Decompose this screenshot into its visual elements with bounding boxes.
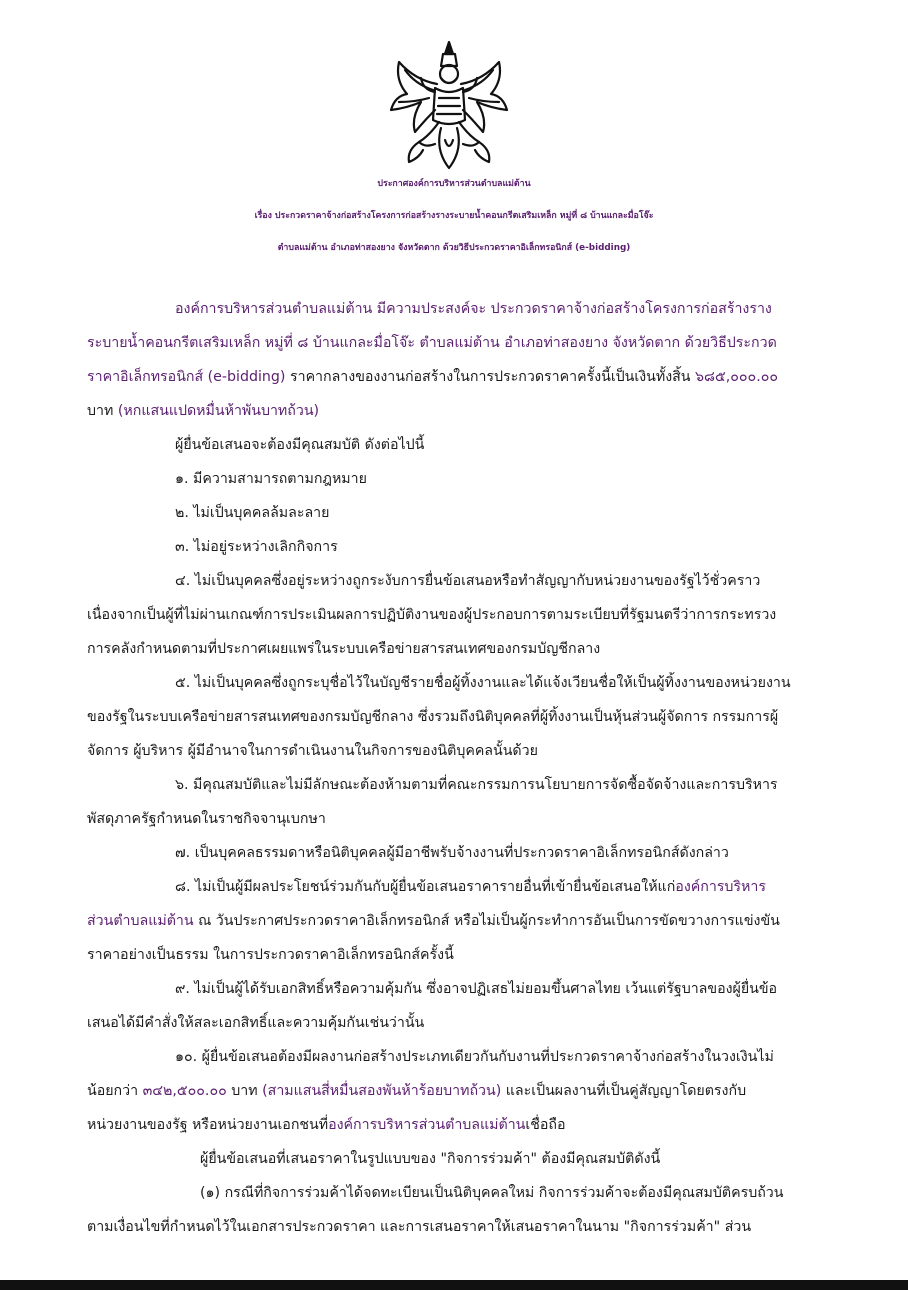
min-value-words: (สามแสนสี่หมื่นสองพันห้าร้อยบาทถ้วน) bbox=[262, 1083, 502, 1099]
qualification-item: ๑. มีความสามารถตามกฎหมาย bbox=[175, 471, 367, 487]
reference-price: ๖๘๕,๐๐๐.๐๐ bbox=[695, 369, 779, 385]
text-line: เนื่องจากเป็นผู้ที่ไม่ผ่านเกณฑ์การประเมินผลการปฏิบัติงานของผู้ประกอบการตามระเบียบที่รัฐมนตรีว่าการกระทรวง bbox=[87, 607, 777, 623]
text-line: การคลังกำหนดตามที่ประกาศเผยแพร่ในระบบเครือข่ายสารสนเทศของกรมบัญชีกลาง bbox=[87, 641, 601, 657]
announcement-subject: เรื่อง ประกวดราคาจ้างก่อสร้างโครงการก่อสร้างรางระบายน้ำคอนกรีตเสริมเหล็ก หมู่ที่ ๘ บ้านแกละมื่อโจ๊ะ bbox=[254, 211, 654, 221]
text-span: หน่วยงานของรัฐ หรือหน่วยงานเอกชนที่ bbox=[87, 1117, 329, 1133]
qualification-item: ๖. มีคุณสมบัติและไม่มีลักษณะต้องห้ามตามที่คณะกรรมการนโยบายการจัดซื้อจัดจ้างและการบริหาร bbox=[175, 777, 778, 793]
qualification-item: ๑๐. ผู้ยื่นข้อเสนอต้องมีผลงานก่อสร้างประเภทเดียวกันกับงานที่ประกวดราคาจ้างก่อสร้างในวงเงินไม่ bbox=[175, 1049, 774, 1065]
joint-venture-item: (๑) กรณีที่กิจการร่วมค้าได้จดทะเบียนเป็นนิติบุคคลใหม่ กิจการร่วมค้าจะต้องมีคุณสมบัติครบถ้วน bbox=[200, 1185, 784, 1201]
qualification-item: ๒. ไม่เป็นบุคคลล้มละลาย bbox=[175, 505, 330, 521]
text-span: บาท bbox=[87, 403, 118, 419]
text-line bbox=[87, 904, 780, 938]
reference-price-words: (หกแสนแปดหมื่นห้าพันบาทถ้วน) bbox=[117, 403, 320, 419]
qualification-item: ๙. ไม่เป็นผู้ได้รับเอกสิทธิ์หรือความคุ้มกัน ซึ่งอาจปฏิเสธไม่ยอมขึ้นศาลไทย เว้นแต่รัฐบาลของผู้ยื่นข้อ bbox=[175, 981, 778, 997]
text-span: บาท bbox=[226, 1083, 263, 1099]
garuda-emblem-icon bbox=[385, 40, 513, 172]
text-span: และเป็นผลงานที่เป็นคู่สัญญาโดยตรงกับ bbox=[501, 1083, 747, 1099]
text-line bbox=[87, 360, 778, 394]
org-name: องค์การบริหาร bbox=[675, 879, 766, 895]
text-line: เสนอได้มีคำสั่งให้สละเอกสิทธิ์และความคุ้มกันเช่นว่านั้น bbox=[87, 1015, 425, 1031]
qualification-item: ๕. ไม่เป็นบุคคลซึ่งถูกระบุชื่อไว้ในบัญชีรายชื่อผู้ทิ้งงานและได้แจ้งเวียนชื่อให้เป็นผู้ทิ้งงานของหน่วยงาน bbox=[175, 675, 791, 691]
text-span: เชื่อถือ bbox=[525, 1117, 566, 1133]
qualification-item: ๔. ไม่เป็นบุคคลซึ่งอยู่ระหว่างถูกระงับการยื่นข้อเสนอหรือทำสัญญากับหน่วยงานของรัฐไว้ชั่วคราว bbox=[175, 573, 761, 589]
qualification-intro: ผู้ยื่นข้อเสนอจะต้องมีคุณสมบัติ ดังต่อไปนี้ bbox=[175, 437, 425, 453]
text-line: ระบายน้ำคอนกรีตเสริมเหล็ก หมู่ที่ ๘ บ้านแกละมื่อโจ๊ะ ตำบลแม่ต้าน อำเภอท่าสองยาง จังหวัดตาก ด้วยวิธีประกวด bbox=[87, 335, 777, 351]
qualification-item: ๓. ไม่อยู่ระหว่างเลิกกิจการ bbox=[175, 539, 338, 555]
text-span: น้อยกว่า bbox=[87, 1083, 143, 1099]
text-line: ตามเงื่อนไขที่กำหนดไว้ในเอกสารประกวดราคา และการเสนอราคาให้เสนอราคาในนาม "กิจการร่วมค้า" ส่วน bbox=[87, 1219, 752, 1235]
announcement-subject-cont: ตำบลแม่ต้าน อำเภอท่าสองยาง จังหวัดตาก ด้วยวิธีประกวดราคาอิเล็กทรอนิกส์ (e-bidding) bbox=[277, 243, 631, 253]
text-line: องค์การบริหารส่วนตำบลแม่ต้าน มีความประสงค์จะ ประกวดราคาจ้างก่อสร้างโครงการก่อสร้างราง bbox=[175, 301, 772, 317]
text-line bbox=[87, 1074, 746, 1108]
text-span: ๘. ไม่เป็นผู้มีผลประโยชน์ร่วมกันกับผู้ยื่นข้อเสนอราคารายอื่นที่เข้ายื่นข้อเสนอให้แก่ bbox=[175, 879, 676, 895]
page-bottom-border bbox=[0, 1280, 908, 1290]
text-line bbox=[87, 1108, 565, 1142]
joint-venture-intro: ผู้ยื่นข้อเสนอที่เสนอราคาในรูปแบบของ "กิจการร่วมค้า" ต้องมีคุณสมบัติดังนี้ bbox=[200, 1151, 661, 1167]
text-line bbox=[87, 394, 319, 428]
text-span: ณ วันประกาศประกวดราคาอิเล็กทรอนิกส์ หรือไม่เป็นผู้กระทำการอันเป็นการขัดขวางการแข่งขัน bbox=[193, 913, 780, 929]
announcement-title: ประกาศองค์การบริหารส่วนตำบลแม่ต้าน bbox=[377, 179, 531, 189]
org-name: องค์การบริหารส่วนตำบลแม่ต้าน bbox=[328, 1117, 526, 1133]
text-line: จัดการ ผู้บริหาร ผู้มีอำนาจในการดำเนินงานในกิจการของนิติบุคคลนั้นด้วย bbox=[87, 743, 538, 759]
text-span: ราคากลางของงานก่อสร้างในการประกวดราคาครั้งนี้เป็นเงินทั้งสิ้น bbox=[285, 369, 696, 385]
qualification-item bbox=[175, 870, 766, 904]
text-span: ราคาอิเล็กทรอนิกส์ (e-bidding) bbox=[87, 369, 286, 385]
text-line: ของรัฐในระบบเครือข่ายสารสนเทศของกรมบัญชีกลาง ซึ่งรวมถึงนิติบุคคลที่ผู้ทิ้งงานเป็นหุ้นส่วนผู้จัดการ กรรมการผู้ bbox=[87, 709, 779, 725]
min-value: ๓๔๒,๕๐๐.๐๐ bbox=[142, 1083, 227, 1099]
text-line: พัสดุภาครัฐกำหนดในราชกิจจานุเบกษา bbox=[87, 811, 326, 827]
org-name: ส่วนตำบลแม่ต้าน bbox=[87, 913, 194, 929]
text-line: ราคาอย่างเป็นธรรม ในการประกวดราคาอิเล็กทรอนิกส์ครั้งนี้ bbox=[87, 947, 454, 963]
qualification-item: ๗. เป็นบุคคลธรรมดาหรือนิติบุคคลผู้มีอาชีพรับจ้างงานที่ประกวดราคาอิเล็กทรอนิกส์ดังกล่าว bbox=[175, 845, 729, 861]
